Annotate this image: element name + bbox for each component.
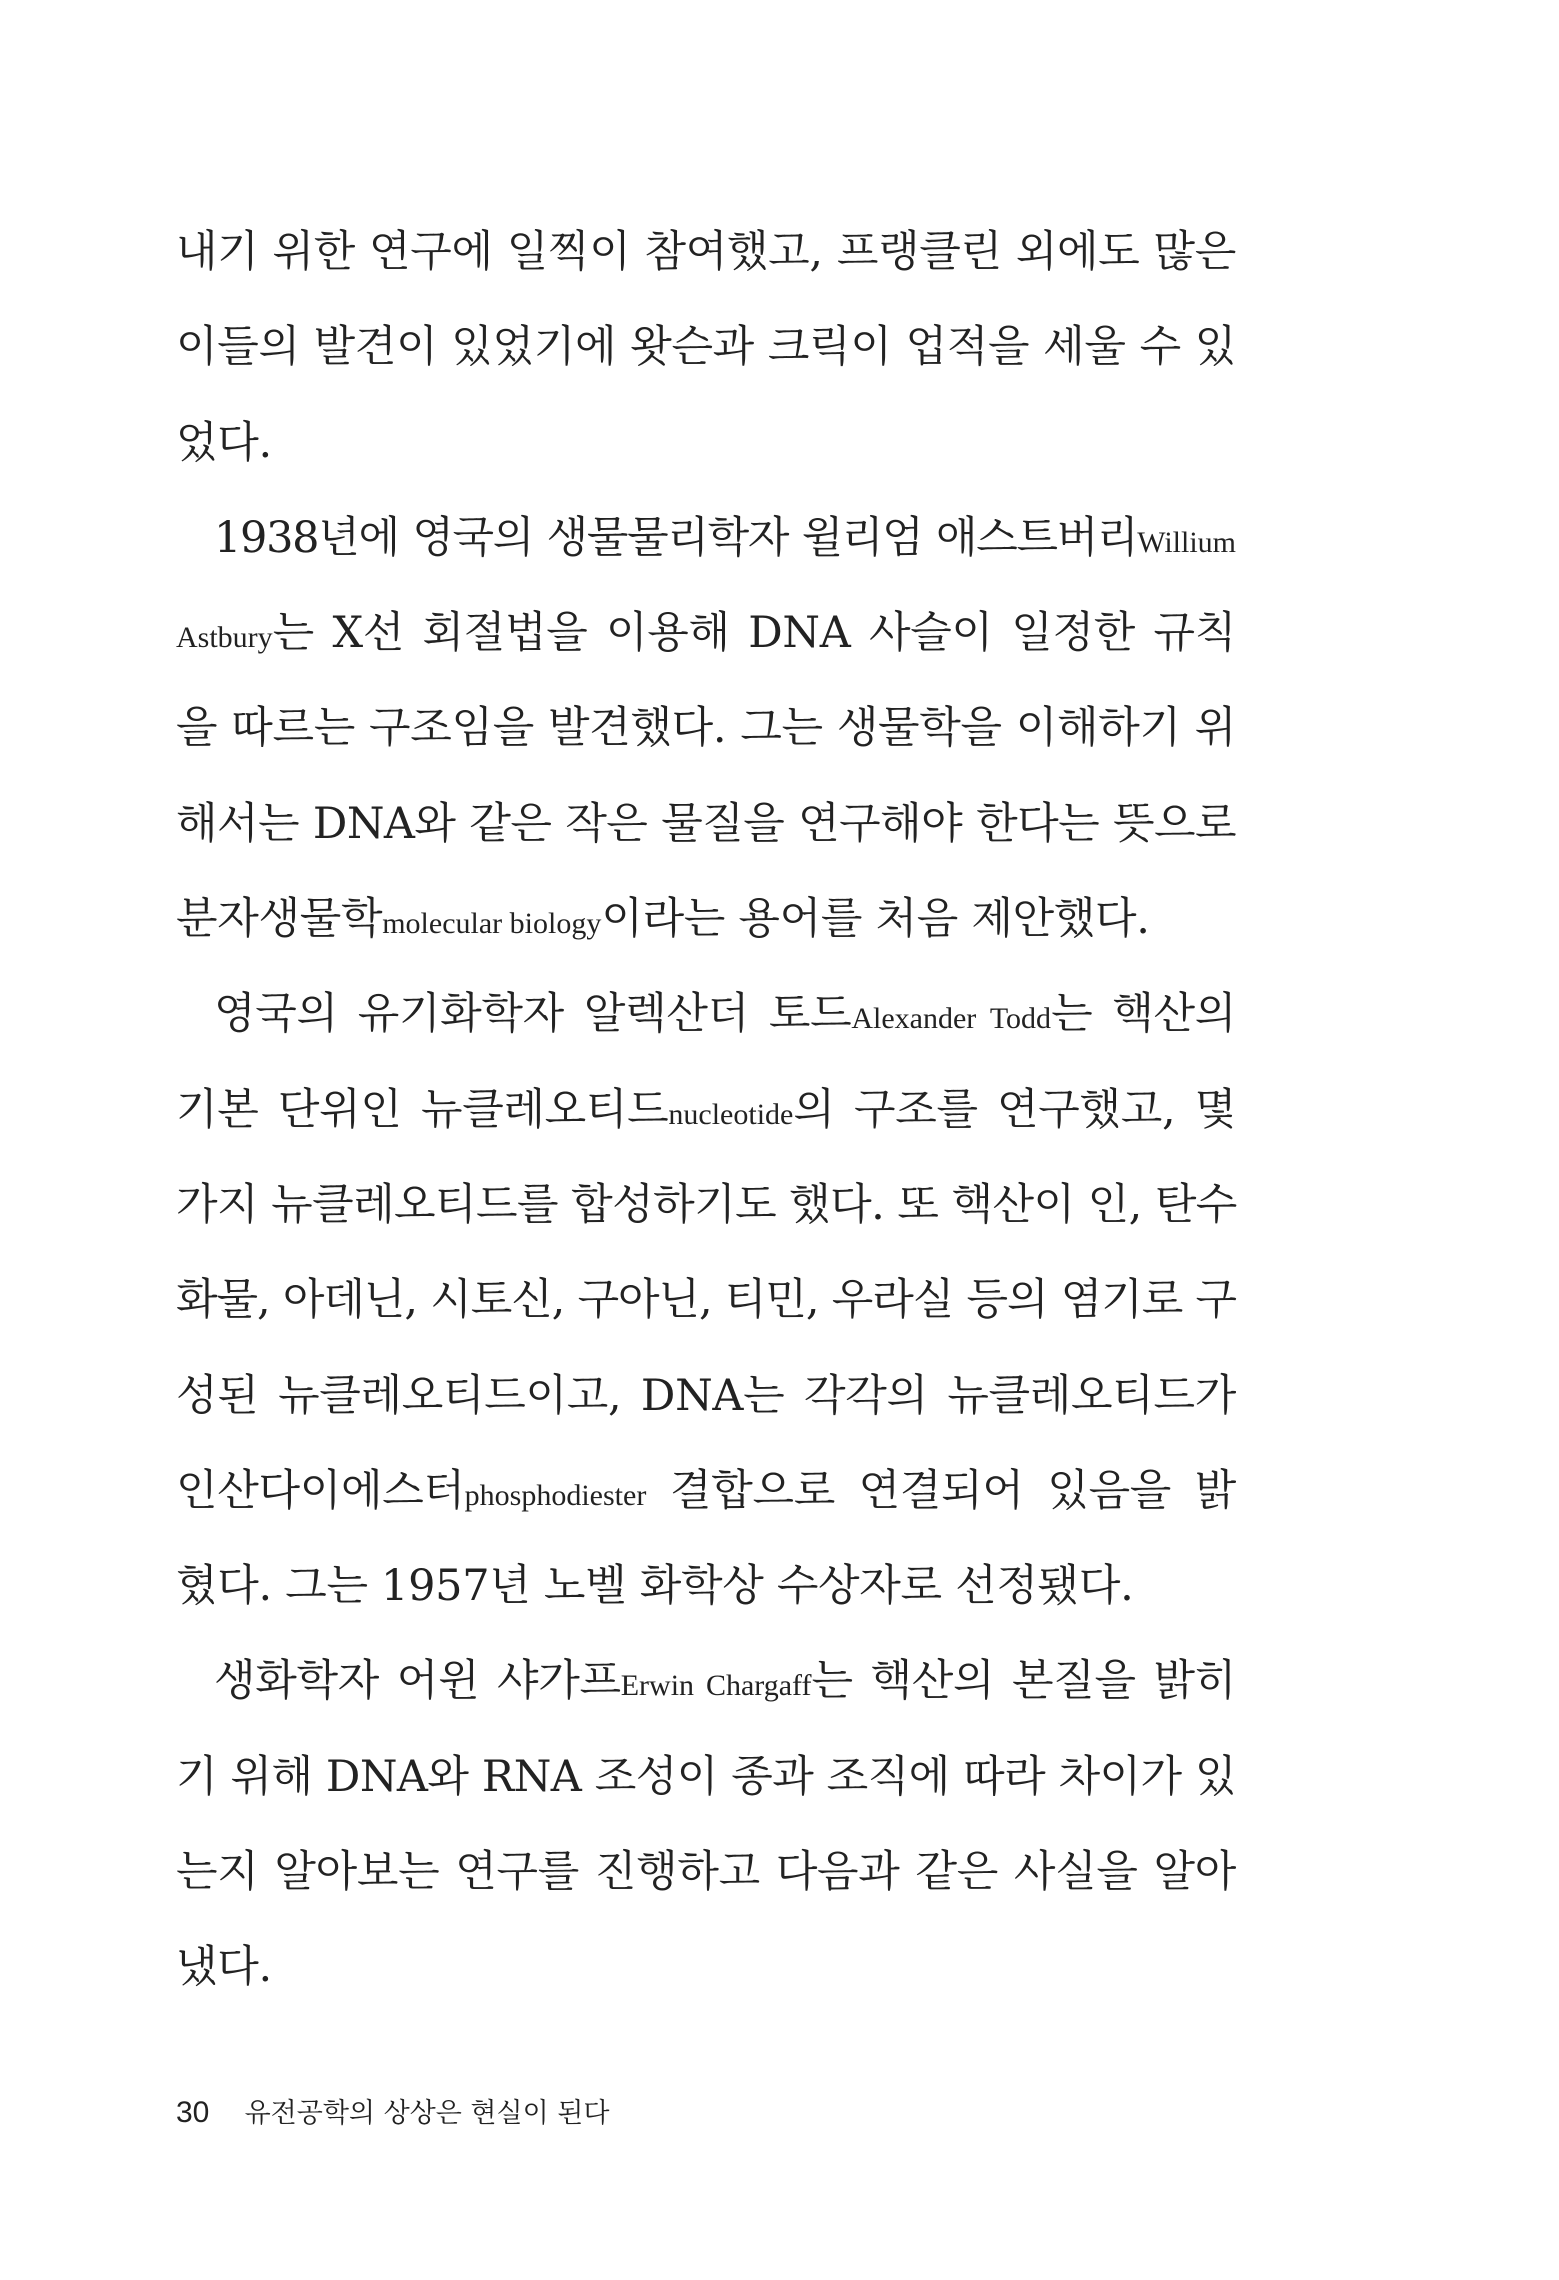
running-title: 유전공학의 상상은 현실이 된다	[244, 2098, 610, 2129]
text-run: 1938년에 영국의 생물물리학자 윌리엄 애스트버리	[214, 512, 1138, 563]
text-run: 혔다. 그는 1957년 노벨 화학상 수상자로 선정됐다.	[176, 1561, 1134, 1612]
text-line	[176, 1063, 1236, 1158]
text-run: 가지 뉴클레오티드를 합성하기도 했다. 또 핵산이 인, 탄수	[176, 1179, 1237, 1230]
text-line	[176, 1158, 1236, 1253]
text-run: 는 X선 회절법을 이용해 DNA 사슬이 일정한 규칙	[272, 608, 1236, 659]
text-line	[176, 967, 1236, 1062]
page-number: 30	[176, 2096, 210, 2129]
text-run: 성된 뉴클레오티드이고, DNA는 각각의 뉴클레오티드가	[176, 1370, 1236, 1421]
text-run: 내기 위한 연구에 일찍이 참여했고, 프랭클린 외에도 많은	[176, 227, 1236, 277]
text-line	[176, 1920, 1236, 2015]
paragraph	[176, 967, 1236, 1634]
text-run: 이라는 용어를 처음 제안했다.	[601, 894, 1150, 945]
paragraph	[176, 205, 1236, 491]
text-line	[176, 1349, 1236, 1444]
text-line	[176, 1253, 1236, 1348]
text-line	[176, 300, 1236, 395]
text-run: 화물, 아데닌, 시토신, 구아닌, 티민, 우라실 등의 염기로 구	[176, 1275, 1236, 1326]
text-run: 이들의 발견이 있었기에 왓슨과 크릭이 업적을 세울 수 있	[176, 322, 1236, 373]
text-line	[176, 681, 1236, 776]
text-run: 영국의 유기화학자 알렉산더 토드	[214, 989, 852, 1040]
text-run: 결합으로 연결되어 있음을 밝	[646, 1465, 1236, 1516]
text-line	[176, 205, 1236, 300]
text-line	[176, 1634, 1236, 1729]
text-line	[176, 1539, 1236, 1634]
body-text	[176, 205, 1236, 2016]
english-gloss: Willium	[1137, 525, 1236, 559]
text-line	[176, 777, 1236, 872]
text-line	[176, 586, 1236, 681]
english-gloss: Astbury	[176, 621, 273, 655]
paragraph	[176, 1634, 1236, 2015]
text-run: 는 핵산의	[1051, 989, 1237, 1040]
text-run: 을 따르는 구조임을 발견했다. 그는 생물학을 이해하기 위	[176, 703, 1236, 754]
text-line	[176, 396, 1236, 491]
text-run: 었다.	[176, 417, 272, 468]
english-gloss: phosphodiester	[464, 1478, 647, 1512]
english-gloss: nucleotide	[668, 1097, 794, 1131]
text-run: 분자생물학	[176, 894, 383, 945]
text-line	[176, 491, 1236, 586]
paragraph	[176, 491, 1236, 967]
text-run: 인산다이에스터	[176, 1465, 465, 1516]
text-line	[176, 872, 1236, 967]
text-run: 의 구조를 연구했고, 몇	[793, 1084, 1236, 1135]
text-run: 냈다.	[176, 1942, 272, 1993]
text-run: 해서는 DNA와 같은 작은 물질을 연구해야 한다는 뜻으로	[176, 798, 1236, 849]
text-line	[176, 1444, 1236, 1539]
text-run: 생화학자 어윈 샤가프	[214, 1656, 621, 1707]
text-run: 기본 단위인 뉴클레오티드	[176, 1084, 669, 1135]
english-gloss: molecular biology	[382, 907, 602, 941]
text-line	[176, 1825, 1236, 1920]
page-footer	[176, 2092, 609, 2132]
text-run: 는지 알아보는 연구를 진행하고 다음과 같은 사실을 알아	[176, 1847, 1236, 1898]
text-run: 는 핵산의 본질을 밝히	[811, 1656, 1236, 1707]
english-gloss: Alexander Todd	[851, 1002, 1052, 1036]
english-gloss: Erwin Chargaff	[620, 1669, 812, 1703]
text-line	[176, 1730, 1236, 1825]
text-run: 기 위해 DNA와 RNA 조성이 종과 조직에 따라 차이가 있	[176, 1751, 1236, 1802]
